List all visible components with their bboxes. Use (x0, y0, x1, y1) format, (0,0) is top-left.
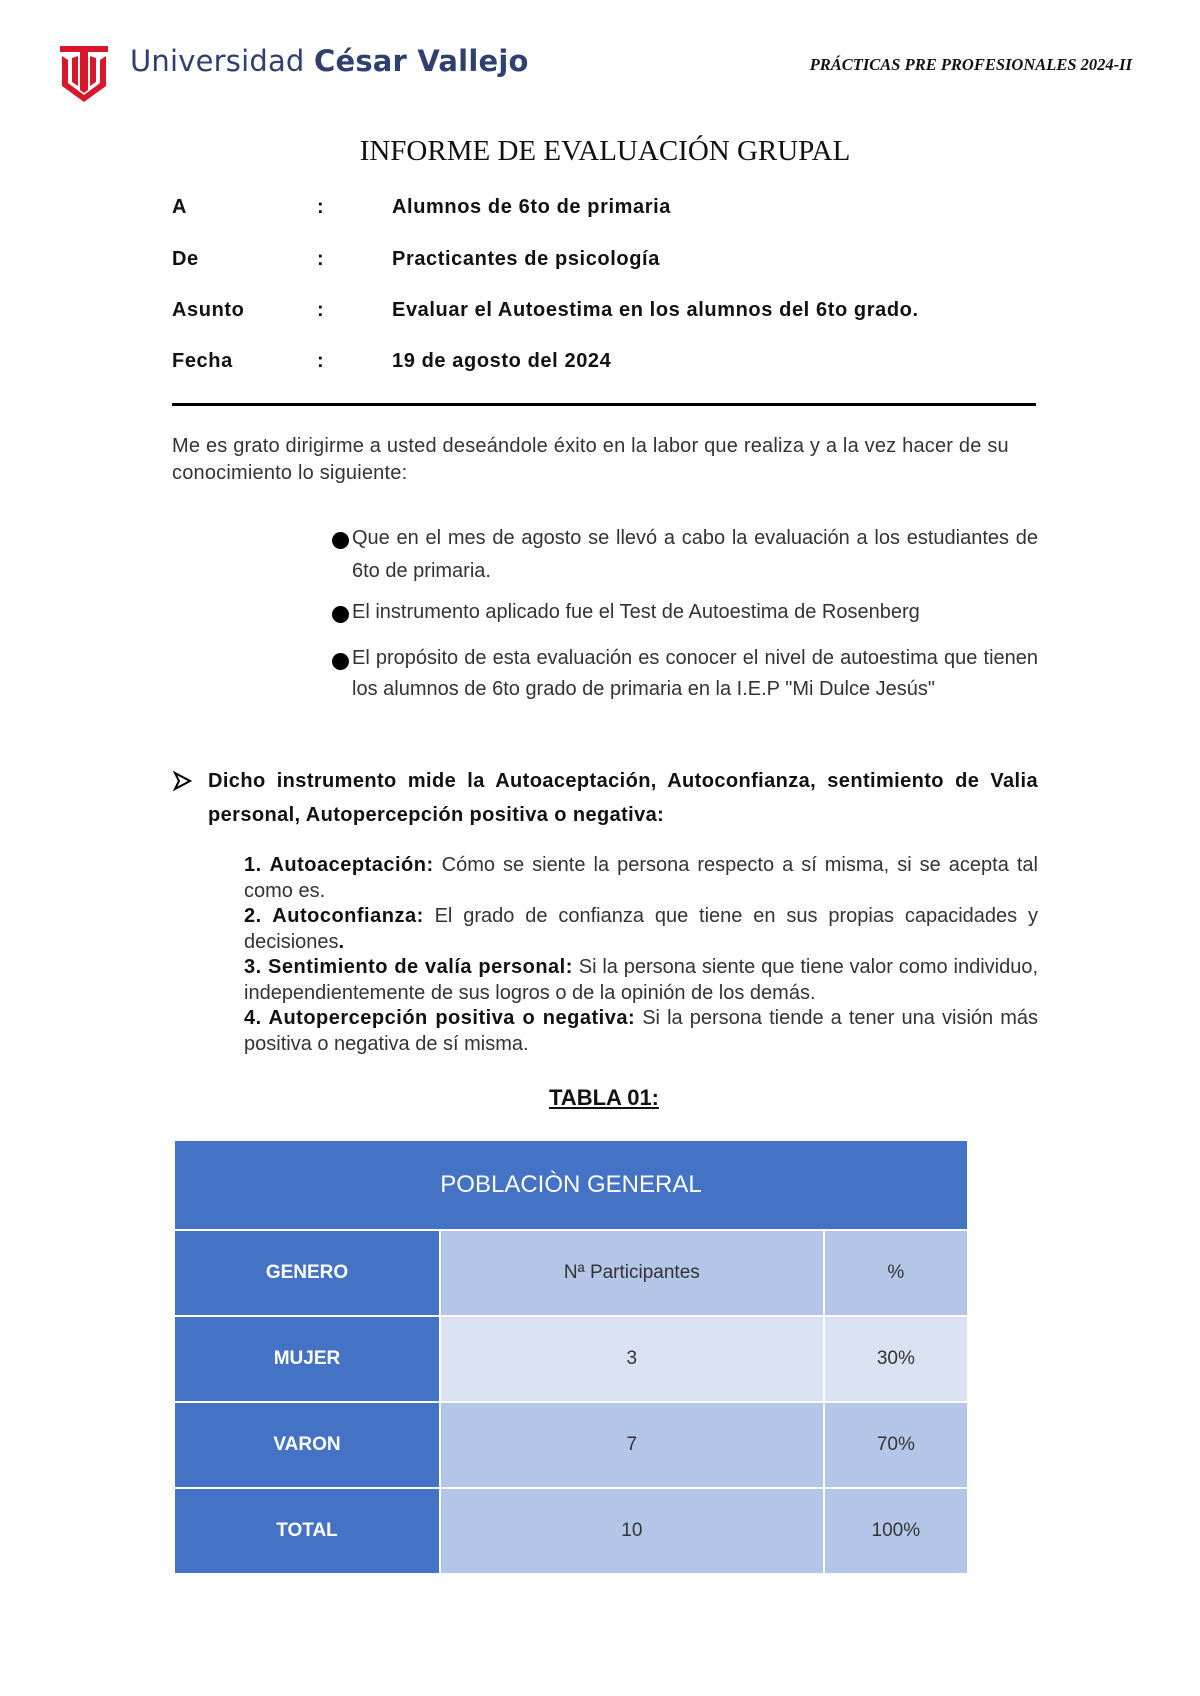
memo-colon: : (317, 350, 325, 372)
definition-term: 4. Autopercepción positiva o negativa: (244, 1007, 636, 1029)
practice-period-header: PRÁCTICAS PRE PROFESIONALES 2024-II (809, 55, 1132, 74)
definition-text: Si la persona tiende a tener una visión más positiva o negativa de sí misma. (244, 1007, 1039, 1055)
dimension-definitions (244, 853, 1038, 1057)
memo-colon: : (317, 299, 325, 321)
document-title: INFORME DE EVALUACIÓN GRUPAL (359, 135, 851, 167)
memo-row-from (172, 248, 1052, 278)
population-table (173, 1139, 969, 1575)
row-header: MUJER (174, 1316, 440, 1402)
memo-value: Evaluar el Autoestima en los alumnos del 6to grado. (392, 299, 919, 321)
arrow-bullet-icon (172, 771, 192, 791)
column-header: % (824, 1230, 968, 1316)
definition-item (244, 955, 1038, 1006)
bullet-item (352, 643, 1038, 705)
university-name: Universidad César Vallejo (130, 44, 529, 78)
table-header-row (174, 1230, 968, 1316)
definition-item (244, 853, 1038, 904)
memo-divider (172, 403, 1036, 406)
bullet-text: El instrumento aplicado fue el Test de Autoestima de Rosenberg (352, 601, 920, 623)
bullet-dot-icon (332, 606, 349, 623)
bullet-text: El propósito de esta evaluación es conocer el nivel de autoestima que tienen los alumnos de 6to grado de primaria en la I.E.P "Mi Dulce Jesús" (352, 647, 1038, 700)
row-header: VARON (174, 1402, 440, 1488)
table-cell: 7 (440, 1402, 824, 1488)
table-cell: 70% (824, 1402, 968, 1488)
definition-term: 2. Autoconfianza: (244, 905, 424, 927)
table-title-row (174, 1140, 968, 1230)
memo-colon: : (317, 248, 325, 270)
bullet-item (352, 596, 1038, 629)
table-cell: 100% (824, 1488, 968, 1574)
intro-paragraph: Me es grato dirigirme a usted deseándole éxito en la labor que realiza y a la vez hacer de su conocimiento lo siguiente: (172, 435, 1009, 484)
table-row (174, 1316, 968, 1402)
bullet-text: Que en el mes de agosto se llevó a cabo la evaluación a los estudiantes de 6to de primaria. (352, 527, 1038, 582)
memo-label: Fecha (172, 350, 233, 372)
memo-label: De (172, 248, 199, 270)
memo-colon: : (317, 196, 325, 218)
definition-term: 1. Autoaceptación: (244, 854, 434, 876)
definition-tail: . (338, 930, 345, 953)
table-cell: 3 (440, 1316, 824, 1402)
table-caption: TABLA 01: (549, 1085, 659, 1110)
instrument-dimensions-text: Dicho instrumento mide la Autoaceptación, Autoconfianza, sentimiento de Valia personal, Autopercepción positiva o negativa: (208, 770, 1038, 826)
memo-value: 19 de agosto del 2024 (392, 350, 612, 372)
definition-item (244, 904, 1038, 955)
bullet-dot-icon (332, 532, 349, 549)
row-header: TOTAL (174, 1488, 440, 1574)
definition-text: Cómo se siente la persona respecto a sí misma, si se acepta tal como es. (244, 854, 1038, 902)
definition-item (244, 1006, 1038, 1057)
memo-label: Asunto (172, 299, 245, 321)
memo-value: Practicantes de psicología (392, 248, 660, 270)
column-header: GENERO (174, 1230, 440, 1316)
memo-row-subject (172, 299, 1052, 329)
bullet-dot-icon (332, 653, 349, 670)
table-cell: 30% (824, 1316, 968, 1402)
table-cell: 10 (440, 1488, 824, 1574)
university-logo-icon (56, 42, 112, 106)
table-row (174, 1488, 968, 1574)
table-title: POBLACIÒN GENERAL (174, 1140, 968, 1230)
memo-row-date (172, 350, 1052, 380)
definition-text: El grado de confianza que tiene en sus propias capacidades y decisiones (244, 905, 1038, 953)
definition-text: Si la persona siente que tiene valor como individuo, independientemente de sus logros o de la opinión de los demás. (244, 956, 1039, 1004)
memo-row-to (172, 196, 1052, 226)
memo-value: Alumnos de 6to de primaria (392, 196, 671, 218)
definition-term: 3. Sentimiento de valía personal: (244, 956, 573, 978)
column-header: Nª Participantes (440, 1230, 824, 1316)
table-row (174, 1402, 968, 1488)
bullet-item (352, 522, 1038, 588)
memo-label: A (172, 196, 188, 218)
